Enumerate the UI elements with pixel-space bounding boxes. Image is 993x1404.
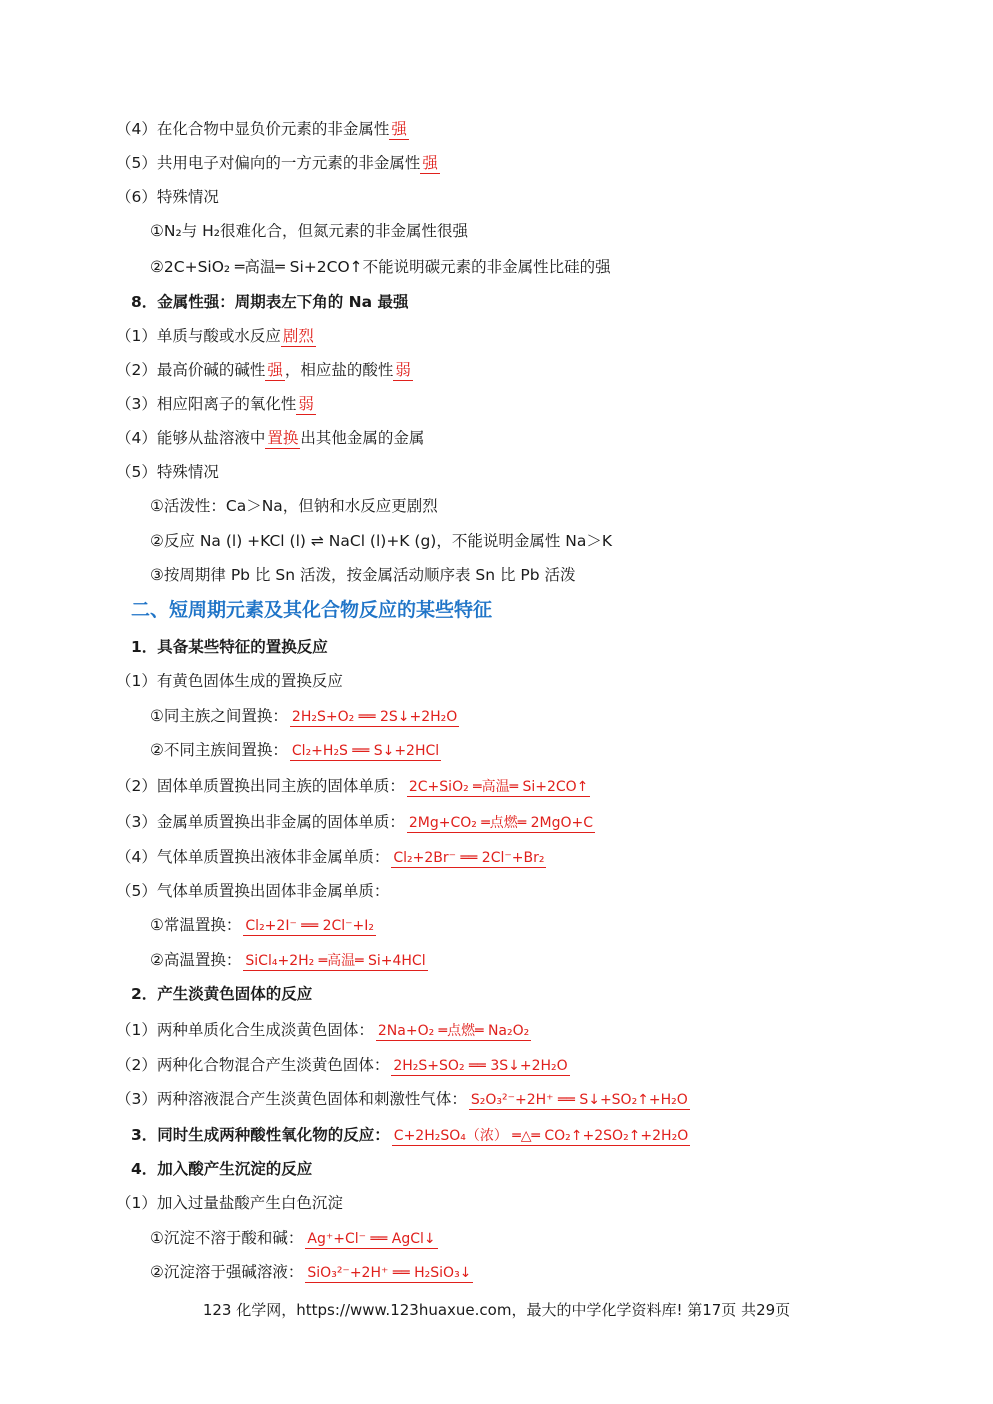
line-metal-special-1: ①活泼性：Ca＞Na，但钠和水反应更剧烈 — [150, 497, 438, 515]
equation-answer: 2C+SiO₂ ═高温═ Si+2CO↑ — [408, 779, 589, 795]
line-disp-1a: ①同主族之间置换： 2H₂S+O₂ ══ 2S↓+2H₂O — [150, 707, 458, 725]
answer-blank: 置换 — [267, 429, 299, 447]
line-metal-special-3: ③按周期律 Pb 比 Sn 活泼，按金属活动顺序表 Sn 比 Pb 活泼 — [150, 566, 576, 584]
line-disp-5b: ②高温置换： SiCl₄+2H₂ ═高温═ Si+4HCl — [150, 951, 426, 969]
line-disp-1b: ②不同主族间置换： Cl₂+H₂S ══ S↓+2HCl — [150, 741, 440, 759]
line-yellow-1: （1）两种单质化合生成淡黄色固体： 2Na+O₂ ═点燃═ Na₂O₂ — [116, 1021, 530, 1039]
equation-answer: S₂O₃²⁻+2H⁺ ══ S↓+SO₂↑+H₂O — [470, 1092, 688, 1108]
answer-blank: 强 — [391, 120, 407, 138]
line-precip-1b: ②沉淀溶于强碱溶液： SiO₃²⁻+2H⁺ ══ H₂SiO₃↓ — [150, 1263, 472, 1281]
answer-blank: 剧烈 — [282, 327, 314, 345]
equation-answer: Ag⁺+Cl⁻ ══ AgCl↓ — [307, 1231, 436, 1247]
line-disp-3: （3）金属单质置换出非金属的固体单质： 2Mg+CO₂ ═点燃═ 2MgO+C — [116, 813, 594, 831]
answer-blank: 弱 — [298, 395, 314, 413]
equation-answer: Cl₂+2I⁻ ══ 2Cl⁻+I₂ — [245, 918, 375, 934]
line-disp-1: （1）有黄色固体生成的置换反应 — [116, 672, 343, 690]
answer-blank: 强 — [267, 361, 283, 379]
line-special-1: ①N₂与 H₂很难化合，但氮元素的非金属性很强 — [150, 222, 469, 240]
line-nonmetal-5: （5）共用电子对偏向的一方元素的非金属性 强 — [116, 154, 438, 172]
equation-answer: 2Na+O₂ ═点燃═ Na₂O₂ — [377, 1023, 530, 1039]
line-metal-4: （4）能够从盐溶液中 置换 出其他金属的金属 — [116, 429, 425, 447]
answer-blank: 强 — [422, 154, 438, 172]
equation-answer: 2H₂S+O₂ ══ 2S↓+2H₂O — [291, 709, 458, 725]
heading-metallic: 8．金属性强：周期表左下角的 Na 最强 — [131, 293, 409, 311]
equation-answer: C+2H₂SO₄（浓） ═△═ CO₂↑+2SO₂↑+2H₂O — [393, 1128, 689, 1144]
line-nonmetal-4: （4）在化合物中显负价元素的非金属性 强 — [116, 120, 407, 138]
line-precip-1: （1）加入过量盐酸产生白色沉淀 — [116, 1194, 343, 1212]
line-nonmetal-6: （6）特殊情况 — [116, 188, 219, 206]
section-heading: 二、短周期元素及其化合物反应的某些特征 — [131, 599, 493, 621]
line-yellow-3: （3）两种溶液混合产生淡黄色固体和刺激性气体： S₂O₃²⁻+2H⁺ ══ S↓+SO₂↑+H₂O — [116, 1090, 688, 1108]
equation-answer: Cl₂+2Br⁻ ══ 2Cl⁻+Br₂ — [393, 850, 545, 866]
subheading-acid-precipitate: 4．加入酸产生沉淀的反应 — [131, 1160, 313, 1178]
equation-answer: SiCl₄+2H₂ ═高温═ Si+4HCl — [245, 953, 426, 969]
subheading-yellow-solid: 2．产生淡黄色固体的反应 — [131, 985, 313, 1003]
equation-answer: SiO₃²⁻+2H⁺ ══ H₂SiO₃↓ — [307, 1265, 472, 1281]
subheading-displacement: 1．具备某些特征的置换反应 — [131, 638, 328, 656]
line-disp-5: （5）气体单质置换出固体非金属单质： — [116, 882, 390, 900]
line-disp-4: （4）气体单质置换出液体非金属单质： Cl₂+2Br⁻ ══ 2Cl⁻+Br₂ — [116, 848, 545, 866]
line-metal-5: （5）特殊情况 — [116, 463, 219, 481]
line-disp-5a: ①常温置换： Cl₂+2I⁻ ══ 2Cl⁻+I₂ — [150, 916, 375, 934]
line-metal-2: （2）最高价碱的碱性 强 ，相应盐的酸性 弱 — [116, 361, 411, 379]
subheading-acidic-oxides: 3．同时生成两种酸性氧化物的反应： C+2H₂SO₄（浓） ═△═ CO₂↑+2SO₂↑+2H₂O — [131, 1126, 689, 1144]
line-metal-3: （3）相应阳离子的氧化性 弱 — [116, 395, 314, 413]
line-disp-2: （2）固体单质置换出同主族的固体单质： 2C+SiO₂ ═高温═ Si+2CO↑ — [116, 777, 589, 795]
line-metal-special-2: ②反应 Na (l) +KCl (l) ⇌ NaCl (l)+K (g)，不能说明金属性 Na＞K — [150, 532, 613, 550]
equation-answer: 2H₂S+SO₂ ══ 3S↓+2H₂O — [393, 1058, 568, 1074]
equation-answer: Cl₂+H₂S ══ S↓+2HCl — [291, 743, 440, 759]
page-footer: 123 化学网，https://www.123huaxue.com，最大的中学化学资料库! 第17页 共29页 — [202, 1301, 791, 1319]
line-precip-1a: ①沉淀不溶于酸和碱： Ag⁺+Cl⁻ ══ AgCl↓ — [150, 1229, 436, 1247]
line-special-2: ②2C+SiO₂ ═高温═ Si+2CO↑不能说明碳元素的非金属性比硅的强 — [150, 258, 611, 276]
answer-blank: 弱 — [395, 361, 411, 379]
line-yellow-2: （2）两种化合物混合产生淡黄色固体： 2H₂S+SO₂ ══ 3S↓+2H₂O — [116, 1056, 568, 1074]
line-metal-1: （1）单质与酸或水反应 剧烈 — [116, 327, 314, 345]
equation-answer: 2Mg+CO₂ ═点燃═ 2MgO+C — [408, 815, 594, 831]
